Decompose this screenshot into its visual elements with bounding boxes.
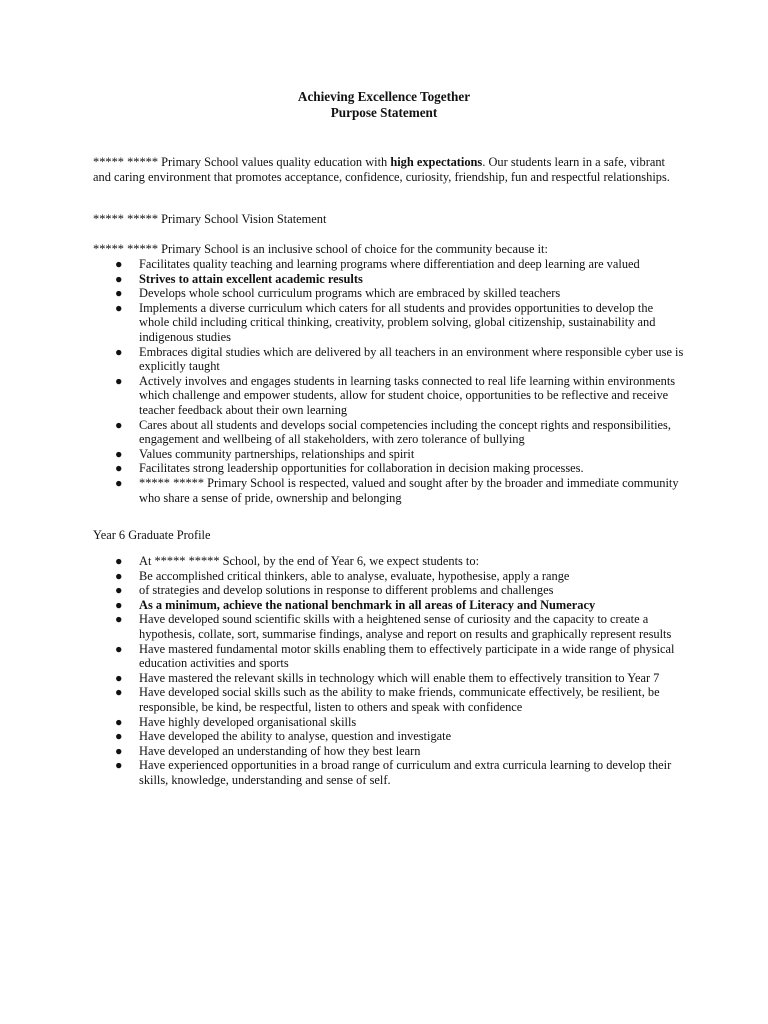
- graduate-list-item-text: Have highly developed organisational skills: [139, 714, 357, 729]
- bullet-icon: ●: [115, 758, 123, 773]
- graduate-list: [93, 554, 685, 788]
- bullet-icon: ●: [115, 597, 123, 612]
- vision-list-item: [93, 476, 685, 505]
- graduate-list-item-text: As a minimum, achieve the national benchmark in all areas of Literacy and Numeracy: [139, 597, 596, 612]
- bullet-icon: ●: [115, 641, 123, 656]
- graduate-list-item-text: Have developed an understanding of how they best learn: [139, 743, 421, 758]
- graduate-list-item: [93, 642, 685, 671]
- graduate-list-item-text: At ***** ***** School, by the end of Year 6, we expect students to:: [139, 554, 480, 568]
- graduate-list-item-text: Have developed the ability to analyse, question and investigate: [139, 729, 452, 744]
- graduate-list-item: [93, 744, 685, 759]
- vision-list-item-text: Values community partnerships, relationships and spirit: [139, 446, 415, 461]
- graduate-list-item-text: of strategies and develop solutions in response to different problems and challenges: [139, 583, 554, 598]
- vision-list-item: [93, 447, 685, 462]
- vision-intro: ***** ***** Primary School is an inclusive school of choice for the community because it:: [93, 242, 548, 256]
- bullet-icon: ●: [115, 300, 123, 315]
- bullet-icon: ●: [115, 286, 123, 301]
- graduate-list-item: [93, 569, 685, 584]
- graduate-list-item-text: Have developed social skills such as the ability to make friends, communicate effectively, be resilient, be responsible, be kind, be respectful, listen to others and speak with confidence: [139, 685, 660, 714]
- bullet-icon: ●: [115, 568, 123, 583]
- vision-list-item: [93, 345, 685, 374]
- vision-list-item-text: Facilitates quality teaching and learning programs where differentiation and deep learning are valued: [139, 257, 640, 271]
- vision-list-item-text: Implements a diverse curriculum which caters for all students and provides opportunities to develop the whole child including critical thinking, creativity, problem solving, global citizenship, sustainability and indigenous studies: [139, 300, 656, 344]
- vision-list-item: [93, 272, 685, 287]
- vision-list-item-text: Embraces digital studies which are delivered by all teachers in an environment where responsible cyber use is explicitly taught: [139, 344, 684, 374]
- intro-text-start: ***** ***** Primary School values quality education with: [93, 155, 391, 169]
- graduate-list-item: [93, 612, 685, 641]
- graduate-list-item-text: Have mastered the relevant skills in technology which will enable them to effectively transition to Year 7: [139, 670, 660, 685]
- bullet-icon: ●: [115, 729, 123, 744]
- graduate-list-item: [93, 758, 685, 787]
- vision-list-item: [93, 418, 685, 447]
- bullet-icon: ●: [115, 344, 123, 359]
- bullet-icon: ●: [115, 475, 123, 490]
- vision-list-item: [93, 286, 685, 301]
- vision-list-item-text: Facilitates strong leadership opportunities for collaboration in decision making processes.: [139, 461, 584, 476]
- vision-list-item-text: Cares about all students and develops social competencies including the concept rights and responsibilities, engagement and wellbeing of all stakeholders, with zero tolerance of bullying: [139, 417, 671, 447]
- graduate-list-item-text: Be accomplished critical thinkers, able to analyse, evaluate, hypothesise, apply a range: [139, 568, 570, 583]
- graduate-list-item: [93, 715, 685, 730]
- graduate-list-item: [93, 729, 685, 744]
- vision-list-item: [93, 257, 685, 272]
- bullet-icon: ●: [115, 271, 123, 286]
- vision-list-item-text: ***** ***** Primary School is respected, valued and sought after by the broader and immediate community who share a sense of pride, ownership and belonging: [139, 475, 679, 505]
- vision-heading: ***** ***** Primary School Vision Statement: [93, 212, 327, 226]
- bullet-icon: ●: [115, 714, 123, 729]
- document-title: Achieving Excellence Together: [297, 89, 471, 104]
- graduate-list-item-text: Have experienced opportunities in a broad range of curriculum and extra curricula learning to develop their skills, knowledge, understanding and sense of self.: [139, 758, 672, 787]
- title-block: [0, 89, 768, 121]
- graduate-list-item-text: Have mastered fundamental motor skills enabling them to effectively participate in a wide range of physical education activities and sports: [139, 641, 675, 671]
- vision-list-item: [93, 374, 685, 418]
- bullet-icon: ●: [115, 417, 123, 432]
- bullet-icon: ●: [115, 583, 123, 598]
- graduate-list-item: [93, 598, 685, 613]
- graduate-list-item: [93, 554, 685, 569]
- bullet-icon: ●: [115, 446, 123, 461]
- graduate-list-item: [93, 671, 685, 686]
- bullet-icon: ●: [115, 257, 123, 271]
- document-subtitle: Purpose Statement: [330, 105, 438, 120]
- vision-list: [93, 257, 685, 505]
- bullet-icon: ●: [115, 373, 123, 388]
- graduate-list-item: [93, 685, 685, 714]
- vision-list-item-text: Strives to attain excellent academic results: [139, 271, 363, 286]
- graduate-list-item: [93, 583, 685, 598]
- intro-bold-text: high expectations: [390, 155, 483, 169]
- bullet-icon: ●: [115, 743, 123, 758]
- bullet-icon: ●: [115, 612, 123, 627]
- vision-list-item-text: Actively involves and engages students in learning tasks connected to real life learning within environments which challenge and empower students, allow for student choice, opportunities to be reflective and receive teacher feedback about their own learning: [139, 373, 676, 417]
- bullet-icon: ●: [115, 554, 123, 568]
- vision-list-item-text: Develops whole school curriculum programs which are embraced by skilled teachers: [139, 286, 561, 301]
- vision-list-item: [93, 301, 685, 345]
- bullet-icon: ●: [115, 685, 123, 700]
- bullet-icon: ●: [115, 670, 123, 685]
- graduate-list-item-text: Have developed sound scientific skills with a heightened sense of curiosity and the capacity to create a hypothesis, collate, sort, summarise findings, analyse and report on results and graphically represent results: [139, 612, 672, 641]
- intro-text-end: . Our students learn in a safe, vibrant and caring environment that promotes acceptance, confidence, curiosity, friendship, fun and respectful relationships.: [93, 155, 670, 184]
- vision-list-item: [93, 461, 685, 476]
- graduate-heading: Year 6 Graduate Profile: [93, 528, 211, 542]
- bullet-icon: ●: [115, 461, 123, 476]
- intro-paragraph: [93, 155, 683, 184]
